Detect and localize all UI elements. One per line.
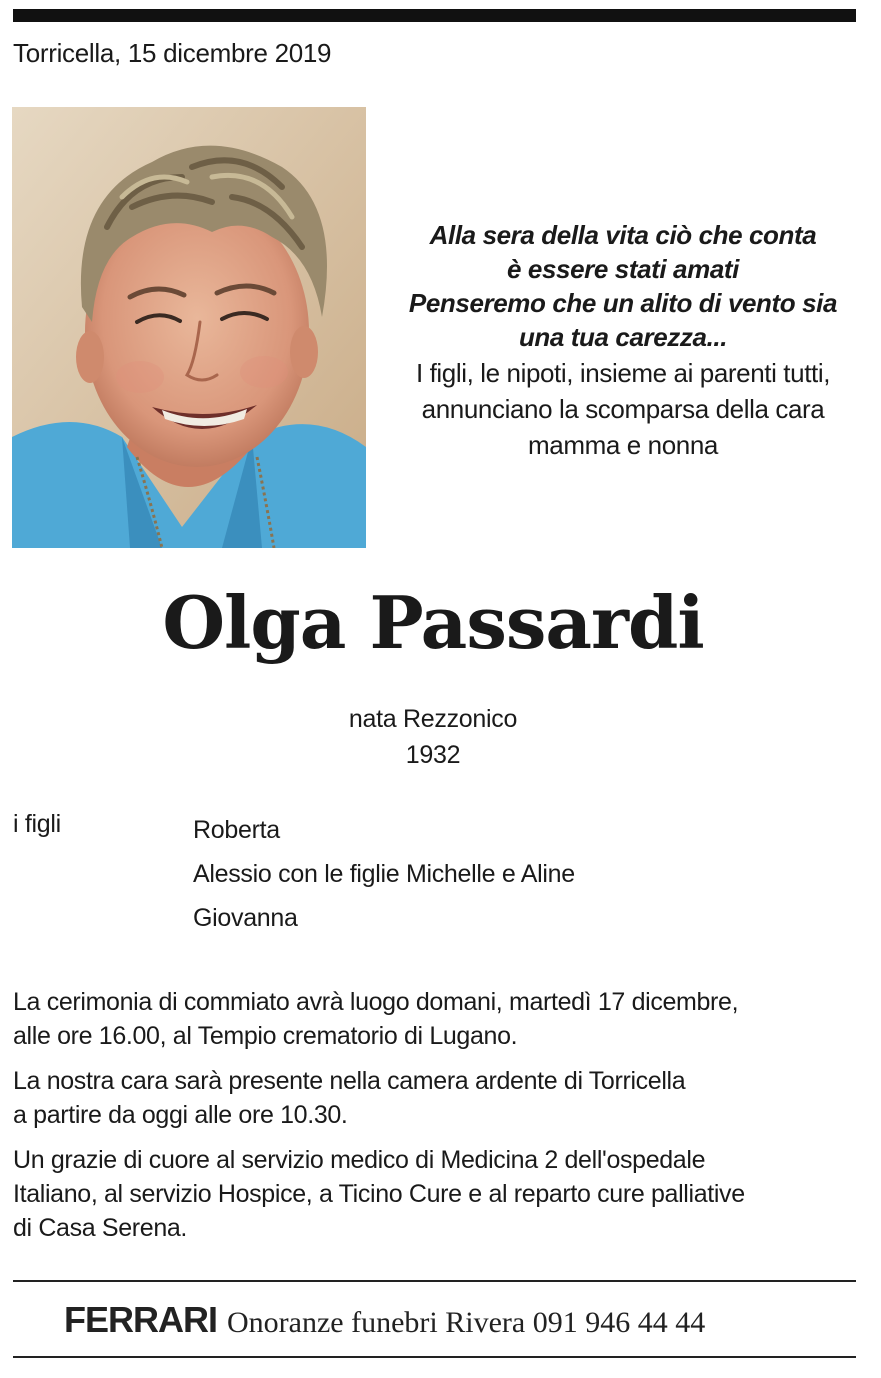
announcement-line: I figli, le nipoti, insieme ai parenti tutti, xyxy=(415,358,831,388)
date-line: Torricella, 15 dicembre 2019 xyxy=(13,38,332,68)
viewing-paragraph xyxy=(13,1064,858,1132)
children-label: i figli xyxy=(13,810,61,838)
footer-divider-top xyxy=(13,1280,856,1282)
birth-info xyxy=(0,701,866,773)
body-line: La nostra cara sarà presente nella camera ardente di Torricella xyxy=(13,1067,686,1095)
deceased-name: Olga Passardi xyxy=(162,580,704,665)
portrait-illustration xyxy=(12,107,366,548)
quote-line: una tua carezza... xyxy=(518,322,728,352)
footer-divider-bottom xyxy=(13,1356,856,1358)
funeral-home-logo: FERRARI xyxy=(64,1299,217,1340)
child-name: Giovanna xyxy=(193,904,298,932)
portrait-photo xyxy=(12,107,366,548)
funeral-home-footer xyxy=(64,1299,705,1341)
maiden-name: nata Rezzonico xyxy=(348,705,518,733)
children-list xyxy=(193,808,575,940)
birth-year: 1932 xyxy=(405,741,461,769)
body-line: Un grazie di cuore al servizio medico di Medicina 2 dell'ospedale xyxy=(13,1146,706,1174)
memorial-quote xyxy=(390,218,856,354)
quote-line: è essere stati amati xyxy=(507,254,739,284)
body-line: Italiano, al servizio Hospice, a Ticino Cure e al reparto cure palliative xyxy=(13,1180,745,1208)
top-rule xyxy=(13,9,856,22)
funeral-home-contact: Onoranze funebri Rivera 091 946 44 44 xyxy=(227,1306,706,1339)
body-line: di Casa Serena. xyxy=(13,1214,188,1242)
ceremony-paragraph xyxy=(13,985,858,1053)
announcement xyxy=(390,355,856,463)
body-line: alle ore 16.00, al Tempio crematorio di Lugano. xyxy=(13,1022,518,1050)
announcement-line: annunciano la scomparsa della cara xyxy=(421,394,825,424)
quote-block xyxy=(390,218,856,463)
child-name: Roberta xyxy=(193,816,280,844)
body-line: a partire da oggi alle ore 10.30. xyxy=(13,1101,348,1129)
child-name: Alessio con le figlie Michelle e Aline xyxy=(193,860,575,888)
notice-body xyxy=(13,985,858,1256)
body-line: La cerimonia di commiato avrà luogo domani, martedì 17 dicembre, xyxy=(13,988,739,1016)
thanks-paragraph xyxy=(13,1143,858,1245)
quote-line: Penseremo che un alito di vento sia xyxy=(408,288,838,318)
announcement-line: mamma e nonna xyxy=(528,430,718,460)
quote-line: Alla sera della vita ciò che conta xyxy=(429,220,817,250)
